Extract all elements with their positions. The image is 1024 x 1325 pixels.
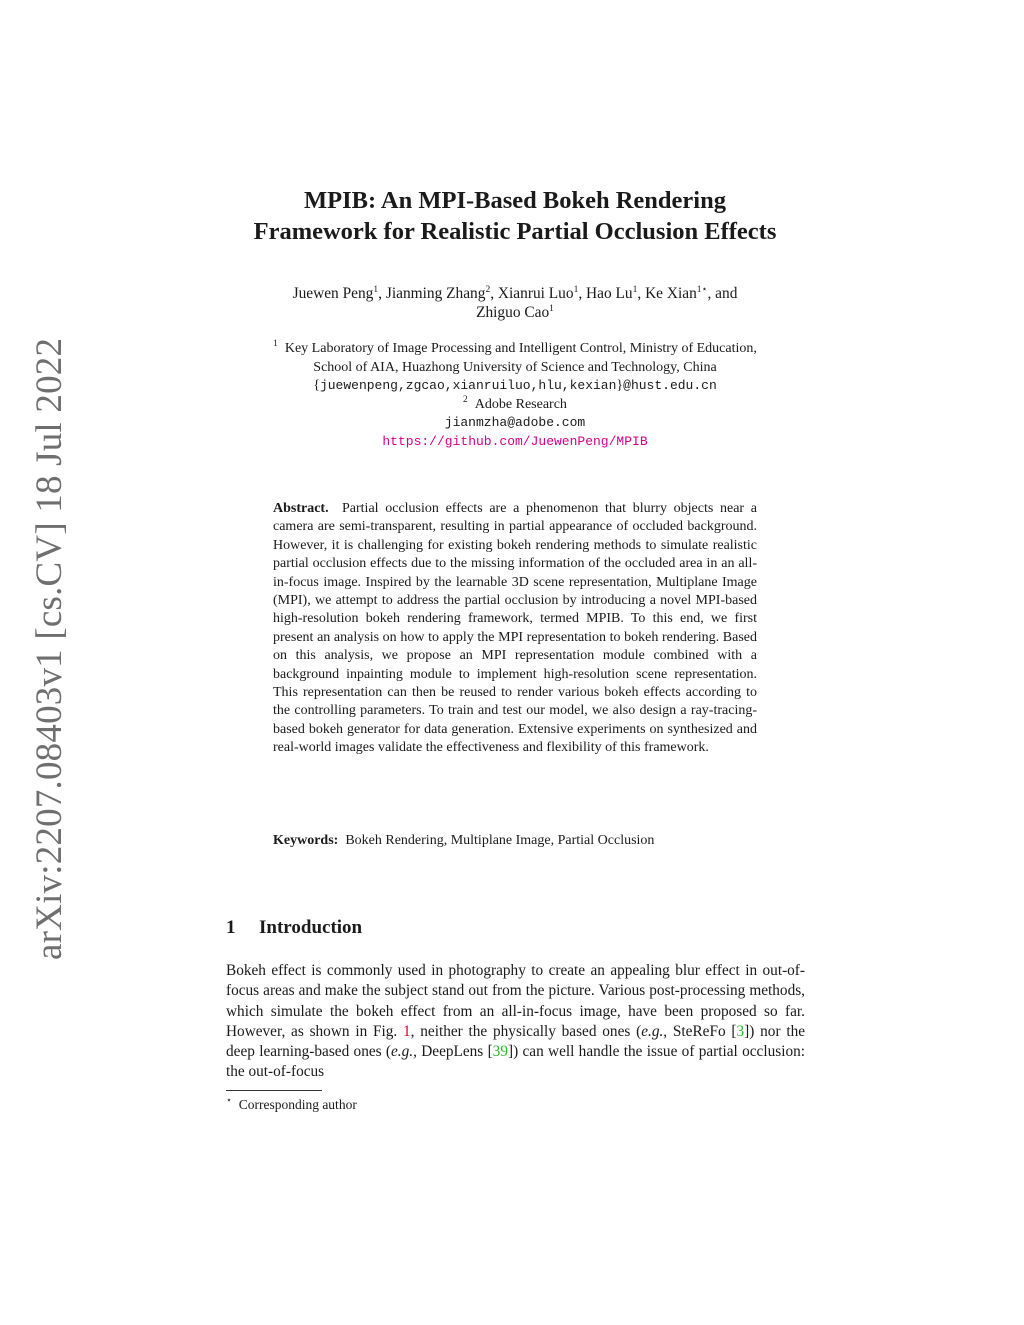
keywords-text: Bokeh Rendering, Multiplane Image, Partial Occlusion [345,833,655,848]
author-separator: , [578,285,587,302]
author-affil-mark: 1 [632,285,638,295]
footnote-text: Corresponding author [238,1097,357,1112]
section-number: 1 [226,917,236,938]
intro-text: Bokeh effect is commonly used in photography to create an appealing blur effect in out-of-focus areas and make the subject stand out from the picture. Various post-processing methods, which simulate the bokeh effect from an all-in-focus image, have been proposed so far. However, as shown in Fig. [226,962,805,1040]
author-separator: , [490,285,498,302]
section-title: Introduction [259,917,363,938]
arxiv-stamp: arXiv:2207.08403v1 [cs.CV] 18 Jul 2022 [29,337,70,960]
footnote-rule [226,1090,322,1091]
citation-link[interactable]: 3 [736,1022,745,1040]
intro-text: , SteReFo [663,1022,732,1040]
author-affil-mark: 1⋆ [696,285,708,295]
author-name: Ke Xian [645,285,697,302]
paper-title [200,185,830,247]
affiliation-1-email[interactable] [200,377,830,396]
email-domain: @hust.edu.cn [623,378,717,393]
author-name: Jianming Zhang [385,285,486,302]
author-name: Juewen Peng [292,285,374,302]
intro-italic: e.g. [641,1022,664,1040]
affiliation-mark: 1 [273,339,278,349]
author-affil-mark: 1 [373,285,379,295]
author-affil-mark: 1 [549,304,554,314]
keywords [273,832,757,850]
affiliation-mark: 2 [463,394,468,405]
section-heading [226,916,362,940]
intro-text: , DeepLens [413,1043,488,1061]
abstract-text: Partial occlusion effects are a phenomenon that blurry objects near a camera are semi-transparent, resulting in partial appearance of occluded background. However, it is challenging for existing bokeh rendering methods to simulate realistic partial occlusion effects due to the missing information of the occluded area in an all-in-focus image. Inspired by the learnable 3D scene representation, Multiplane Image (MPI), we attempt to address the partial occlusion by introducing a novel MPI-based high-resolution bokeh rendering framework, termed MPIB. To this end, we first present an analysis on how to apply the MPI representation to bokeh rendering. Based on this analysis, we propose an MPI representation module combined with a background inpainting module to implement high-resolution scene representation. This representation can then be reused to render various bokeh effects according to the controlling parameters. To train and test our model, we also design a ray-tracing-based bokeh generator for data generation. Extensive experiments on synthesized and real-world images validate the effectiveness and flexibility of this framework. [273,501,757,756]
author-list [225,284,805,322]
footnote-mark: ⋆ [226,1096,232,1106]
citation-bracket: [ [487,1043,493,1061]
intro-italic: e.g. [391,1043,414,1061]
author-affil-mark: 2 [485,285,491,295]
repo-link[interactable]: https://github.com/JuewenPeng/MPIB [382,433,648,449]
email-brace: } [616,378,624,393]
figure-ref-link[interactable]: 1 [403,1022,411,1040]
affiliation-2-email[interactable]: jianmzha@adobe.com [444,415,586,430]
abstract-label: Abstract. [273,501,329,516]
author-name: Hao Lu [586,285,633,302]
keywords-label: Keywords: [273,833,339,848]
affiliation-1-line-2: School of AIA, Huazhong University of Science and Technology, China [313,359,717,375]
citation-bracket: ] [507,1043,514,1061]
citation-bracket: [ [731,1022,737,1040]
affiliation-text: Key Laboratory of Image Processing and Intelligent Control, Ministry of Education, [284,341,757,356]
author-name: Zhiguo Cao [476,304,550,321]
author-affil-mark: 1 [573,285,579,295]
email-users: juewenpeng,zgcao,xianruiluo,hlu,kexian [319,378,617,393]
affiliation-1-line-1 [200,340,830,359]
citation-bracket: ] [744,1022,750,1040]
author-separator: , [637,285,646,302]
affiliation-text: Adobe Research [474,396,567,412]
author-separator: , [378,285,386,302]
author-separator: , and [707,285,738,302]
title-line-2: Framework for Realistic Partial Occlusion Effects [253,218,777,245]
footnote [226,1096,357,1113]
title-line-1: MPIB: An MPI-Based Bokeh Rendering [304,187,726,214]
intro-text: ) can well handle the issue of partial occlusion: the out-of-focus [226,1043,805,1081]
intro-text: , neither the physically based ones ( [410,1022,642,1040]
affiliation-2 [200,396,830,415]
intro-text: ) nor the deep learning-based ones ( [226,1022,806,1061]
email-brace: { [313,378,320,393]
author-name: Xianrui Luo [497,285,574,302]
affiliations [200,340,830,451]
intro-paragraph [226,961,805,1083]
abstract [273,500,757,758]
citation-link[interactable]: 39 [492,1043,508,1061]
